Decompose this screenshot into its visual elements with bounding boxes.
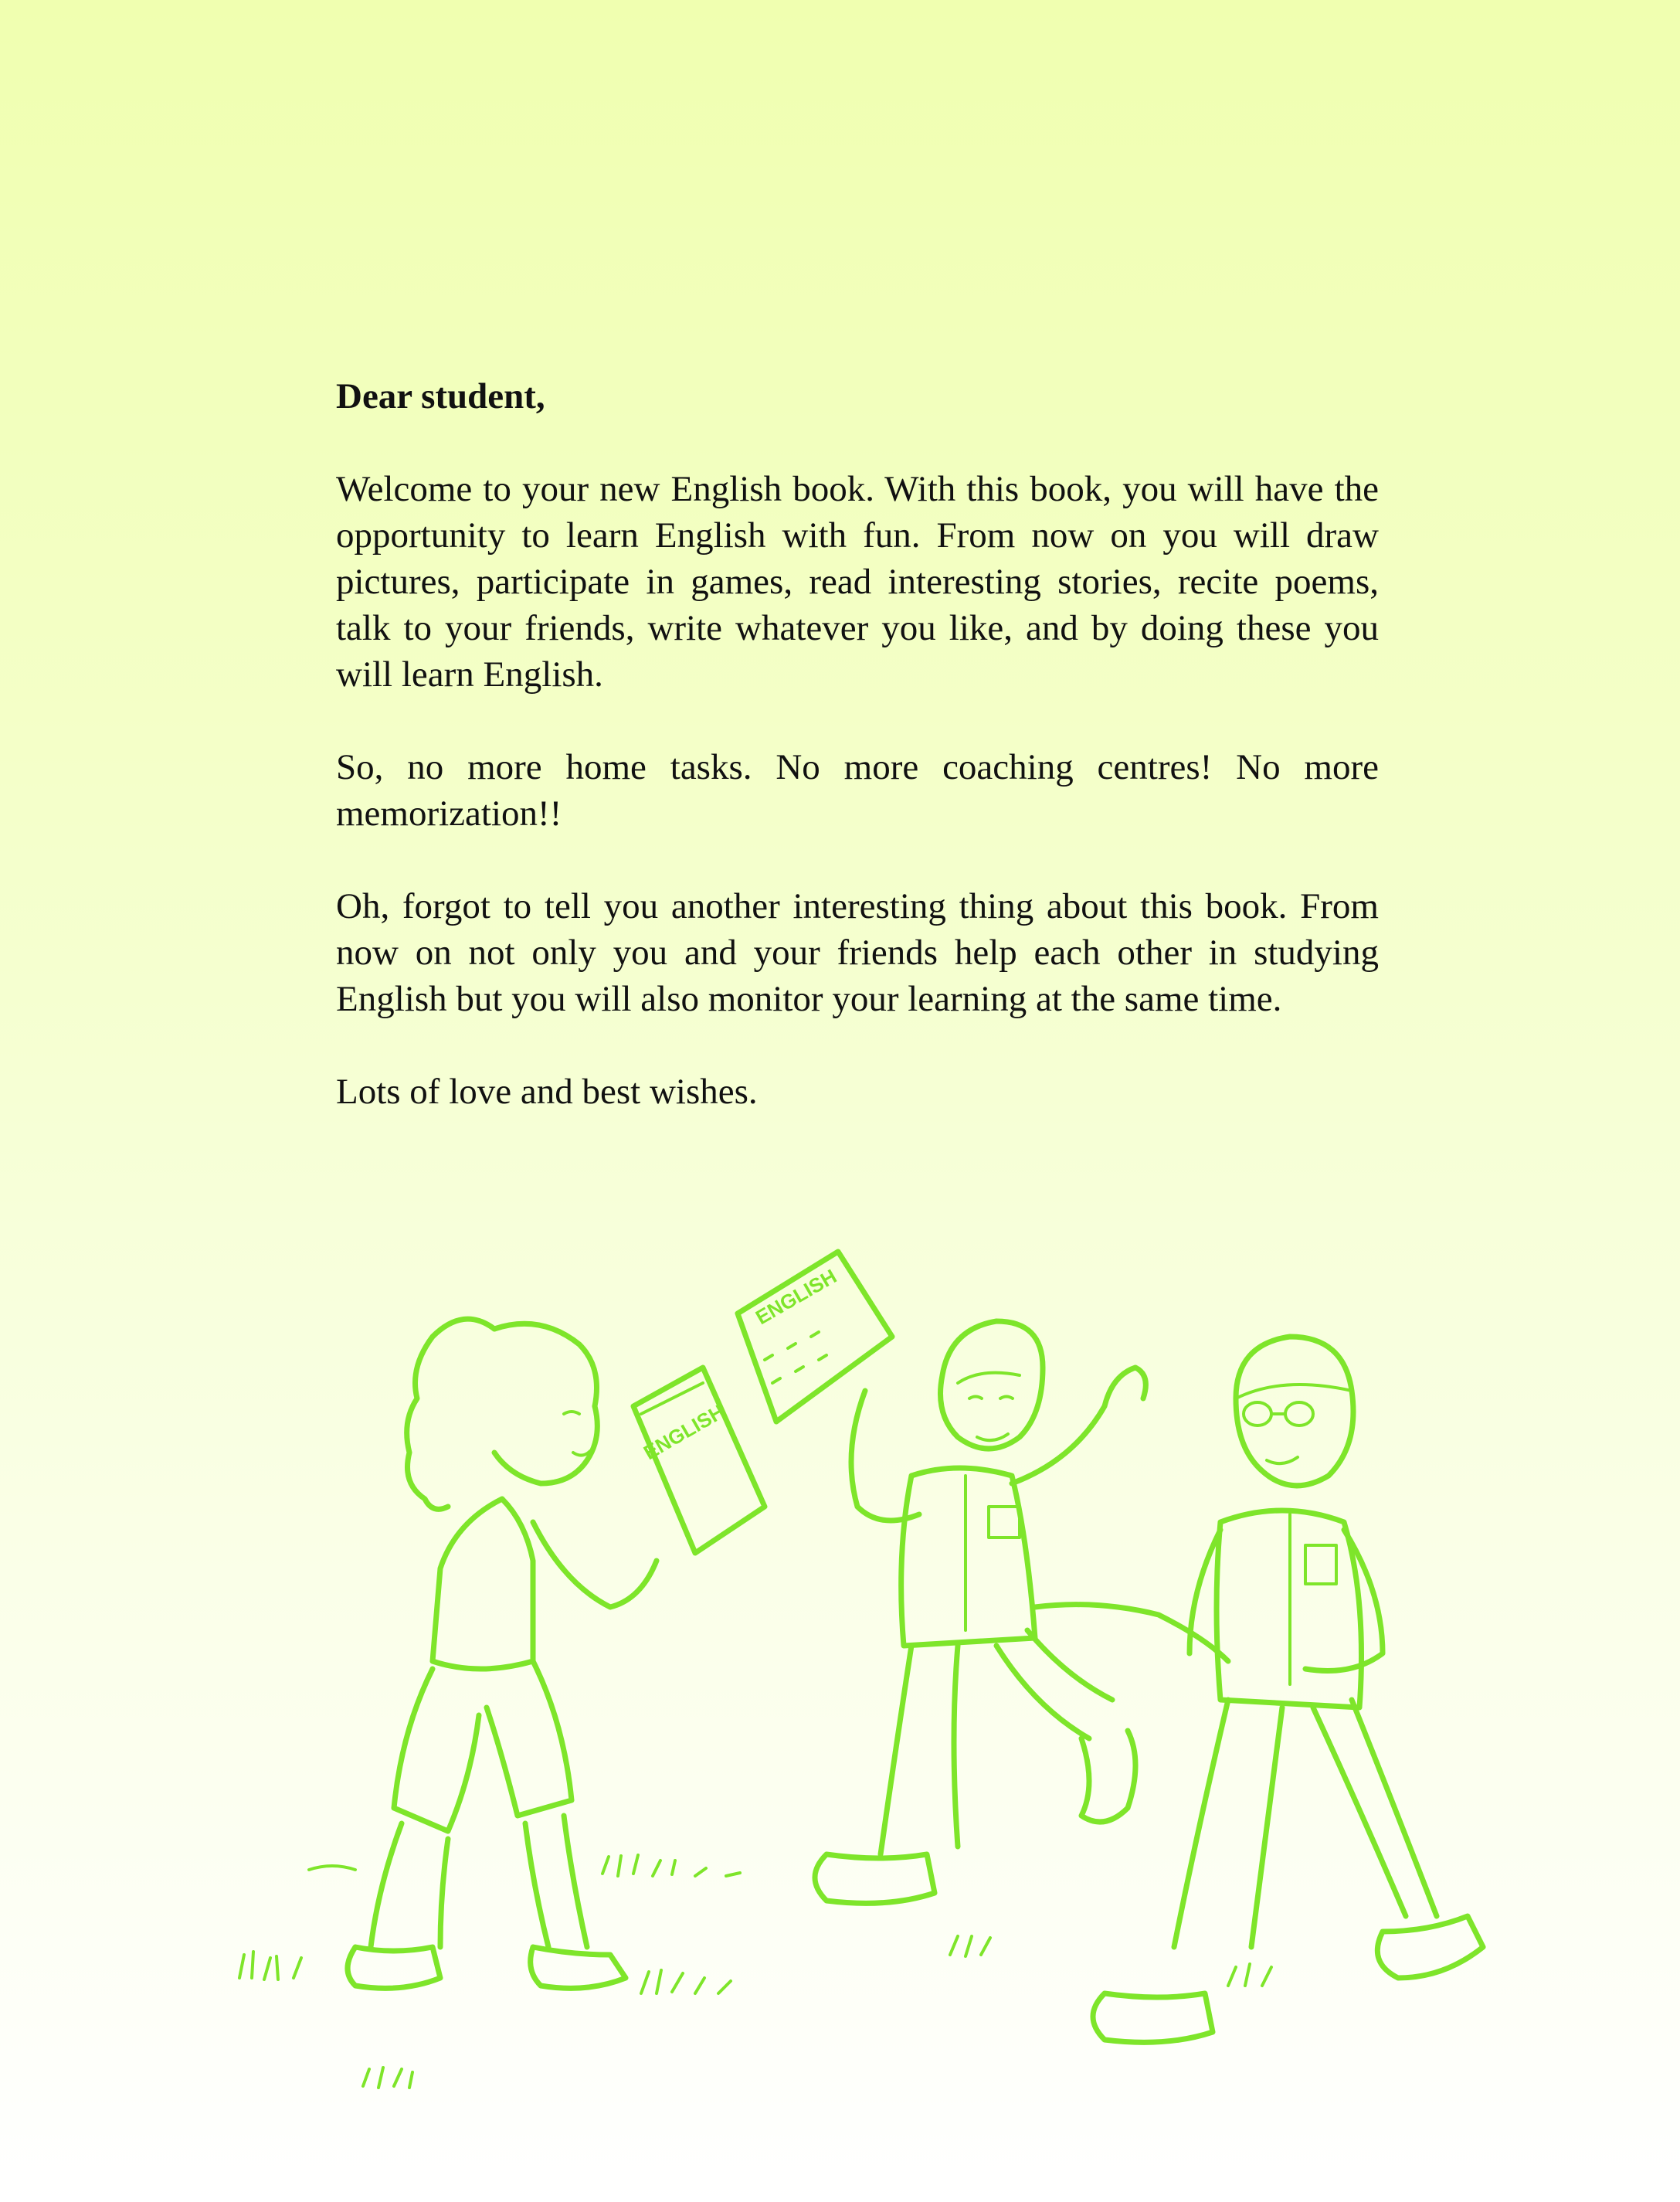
grass-tufts — [239, 1855, 1271, 2088]
children-illustration — [0, 1221, 1680, 2102]
middle-boy-figure — [738, 1252, 1145, 1903]
raised-book-title: ENGLISH — [752, 1264, 841, 1330]
letter-paragraph-1: Welcome to your new English book. With this book, you will have the opportunity to learn English with fun. From now on you will draw pictures, participate in games, read interesting stories, recite poems, talk to your friends, write whatever you like, and by doing these you will learn English. — [336, 469, 1379, 695]
right-boy-figure — [1035, 1337, 1483, 2042]
girl-figure — [348, 1319, 765, 1988]
girl-book-title: ENGLISH — [640, 1399, 729, 1465]
letter-paragraph-3: Oh, forgot to tell you another interesting thing about this book. From now on not only you and your friends help each other in studying English but you will also monitor your learning at the same time. — [336, 886, 1379, 1019]
letter-paragraph-2: So, no more home tasks. No more coaching centres! No more memorization!! — [336, 747, 1379, 834]
letter-greeting: Dear student, — [336, 376, 545, 416]
letter-closing: Lots of love and best wishes. — [336, 1072, 758, 1112]
letter — [336, 373, 1379, 1115]
